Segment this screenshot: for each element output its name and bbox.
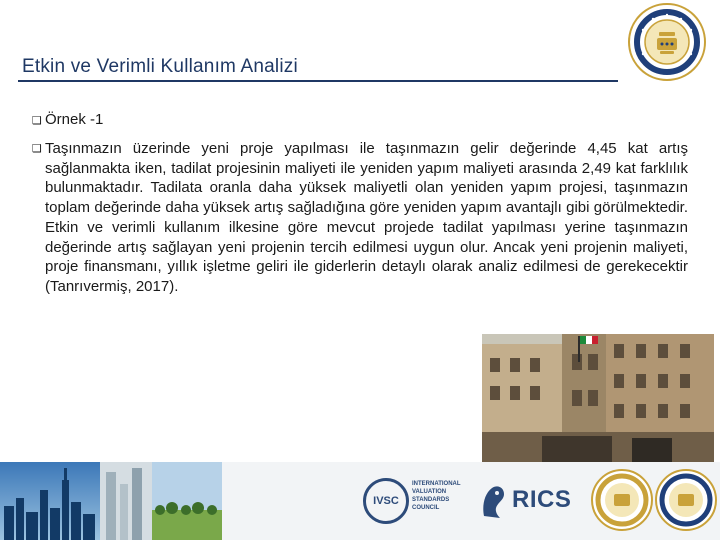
university-seal-icon — [627, 2, 707, 82]
building-photo — [482, 334, 714, 462]
ivsc-name-line: INTERNATIONAL — [412, 481, 461, 487]
slide-body — [32, 110, 688, 297]
lion-icon — [478, 482, 508, 520]
ivsc-name — [412, 480, 476, 512]
ivsc-name-line: STANDARDS — [412, 497, 450, 503]
ivsc-logo — [363, 478, 409, 524]
ivsc-name-line: COUNCIL — [412, 505, 440, 511]
footer — [0, 462, 720, 540]
bullet-example-text: Örnek -1 — [45, 111, 104, 128]
university-seal-icon — [590, 468, 654, 532]
bullet-paragraph-text: Taşınmazın üzerinde yeni proje yapılması ile taşınmazın gelir değerinde 4,45 kat artış sağlanmakta iken, tadilat projesinin maliyeti ile yeniden yapım maliyeti arasında 2,49 kat farklılık bulunmaktadır. Tadilata oranla daha yüksek maliyetli olan yeniden yapım projesi, taşınmazın toplam değerinde daha yüksek artış sağladığına göre yeniden yapım avantajlı gibi görülmektedir. Etkin ve verimli kullanım ilkesine göre mevcut projede tadilat yapılması yerine taşınmazın değerinde artış sağlayan yeni projenin tercih edilmesi uygun olur. Ancak yeni projenin maliyeti, proje finansmanı, yıllık işletme geliri ile giderlerin detaylı olarak analiz edilmesi de gerekecektir (Tanrıvermiş, 2017). — [45, 140, 688, 295]
ivsc-name-line: VALUATION — [412, 489, 447, 495]
bullet-example — [32, 110, 688, 131]
checkbox-bullet-icon: ❑ — [32, 142, 42, 155]
title-divider — [18, 80, 618, 82]
bullet-paragraph — [32, 139, 688, 297]
rics-logo-text: RICS — [512, 486, 572, 513]
ivsc-acronym: IVSC — [373, 495, 399, 507]
city-skyline-image — [0, 462, 222, 540]
university-seal-icon — [654, 468, 718, 532]
checkbox-bullet-icon: ❑ — [32, 114, 42, 127]
slide-title: Etkin ve Verimli Kullanım Analizi — [22, 56, 298, 77]
